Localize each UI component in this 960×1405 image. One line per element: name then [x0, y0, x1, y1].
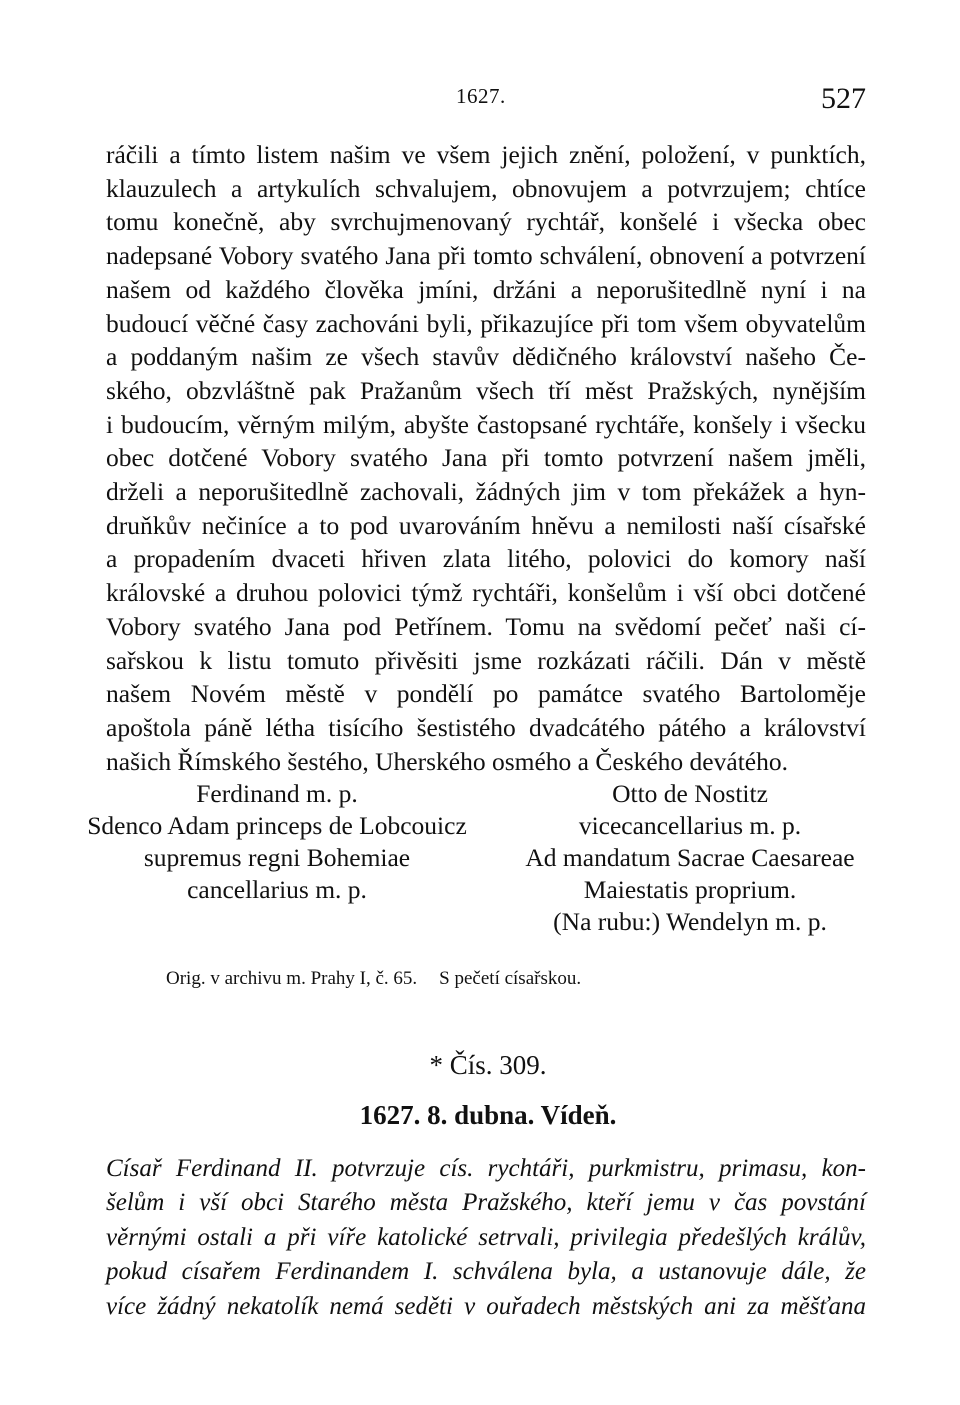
summary-line: Císař Ferdinand II. potvrzuje cís. rychtáři, purkmistru, primasu, kon- — [106, 1155, 866, 1182]
seal-note: S pečetí císařskou. — [439, 968, 582, 989]
charter-line: drželi a neporušitedlně zachovali, žádných jim v tom překážek a hyn- — [106, 477, 866, 507]
charter-line: budoucí věčné časy zachováni byli, přikazujíce při tom všem obyvatelům — [106, 308, 866, 338]
signature-line: Sdenco Adam princeps de Lobcouicz — [87, 811, 467, 840]
charter-line: a poddaným našim ze všech stavův dědičného království našeho Če- — [106, 342, 866, 372]
signature-line: Ferdinand m. p. — [196, 779, 358, 808]
charter-line: nadepsané Vobory svatého Jana při tomto schválení, obnovení a potvrzení — [106, 241, 866, 271]
charter-line: obec dotčené Vobory svatého Jana při tomto potvrzení našem jměli, — [106, 443, 866, 473]
charter-line: klauzulech a artykulích schvalujem, obnovujem a potvrzujem; chtíce — [106, 173, 866, 203]
summary-line: pokud císařem Ferdinandem I. schválena byla, a ustanovuje dále, že — [106, 1258, 866, 1286]
signatures-left — [82, 778, 472, 906]
summary-line: šelům i vší obci Starého města Pražského, kteří jemu v čas povstání — [106, 1189, 866, 1217]
document-number: * Čís. 309. — [429, 1050, 547, 1080]
charter-line: našem od každého člověka jmíni, držáni a neporušitedlně nyní i na — [106, 274, 866, 304]
signature-line: supremus regni Bohemiae — [143, 843, 411, 872]
document-date-place: 1627. 8. dubna. Vídeň. — [359, 1100, 617, 1130]
charter-line: královské a druhou polovici týmž rychtáři, konšelům i vší obci dotčené — [106, 578, 866, 608]
running-head — [108, 78, 868, 115]
signature-line: vicecancellarius m. p. — [578, 811, 802, 840]
summary-line: více žádný nekatolík nemá seděti v ouřadech městských ani za měšťana — [106, 1292, 866, 1320]
charter-line: i budoucím, věrným milým, abyšte častopsané rychtáře, konšely i všecku — [106, 409, 866, 439]
page-number: 527 — [821, 82, 866, 115]
summary-line: věrnými ostali a při víře katolické setrvali, privilegia předešlých králův, — [106, 1223, 866, 1251]
signature-line: cancellarius m. p. — [187, 875, 367, 904]
document-summary — [106, 1152, 866, 1324]
archive-reference: Orig. v archivu m. Prahy I, č. 65. — [166, 968, 418, 989]
charter-line: Vobory svatého Jana pod Petřínem. Tomu na svědomí pečeť naši cí- — [106, 611, 866, 641]
signature-line: Maiestatis proprium. — [583, 875, 797, 904]
charter-line: apoštola páně létha tisícího šestistého dvadcátého pátého a království — [106, 712, 866, 742]
charter-text — [106, 138, 866, 778]
source-note — [166, 968, 581, 990]
charter-line: tomu konečně, aby svrchujmenovaný rychtář, konšelé i všecka obec — [106, 207, 866, 237]
signature-line: (Na rubu:) Wendelyn m. p. — [553, 907, 827, 936]
charter-line: našich Římského šestého, Uherského osmého a Českého devátého. — [106, 746, 788, 776]
charter-line: a propadením dvaceti hřiven zlata litého, polovici do komory naší — [106, 544, 866, 574]
signature-line: Ad mandatum Sacrae Caesareae — [525, 843, 855, 872]
running-head-year: 1627. — [456, 84, 506, 108]
charter-line: ského, obzvláštně pak Pražanům všech tří měst Pražských, nynějším — [106, 375, 866, 405]
charter-line: sařskou k listu tomuto přivěsiti jsme rozkázati ráčili. Dán v městě — [106, 645, 866, 675]
charter-line: ráčili a tímto listem našim ve všem jejich znění, položení, v punktích, — [106, 140, 866, 169]
signature-line: Otto de Nostitz — [612, 779, 768, 808]
charter-line: druňkův nečiníce a to pod uvarováním hněvu a nemilosti naší císařské — [106, 510, 866, 540]
charter-line: našem Novém městě v pondělí po památce svatého Bartoloměje — [106, 679, 866, 709]
signatures-right — [480, 778, 900, 938]
